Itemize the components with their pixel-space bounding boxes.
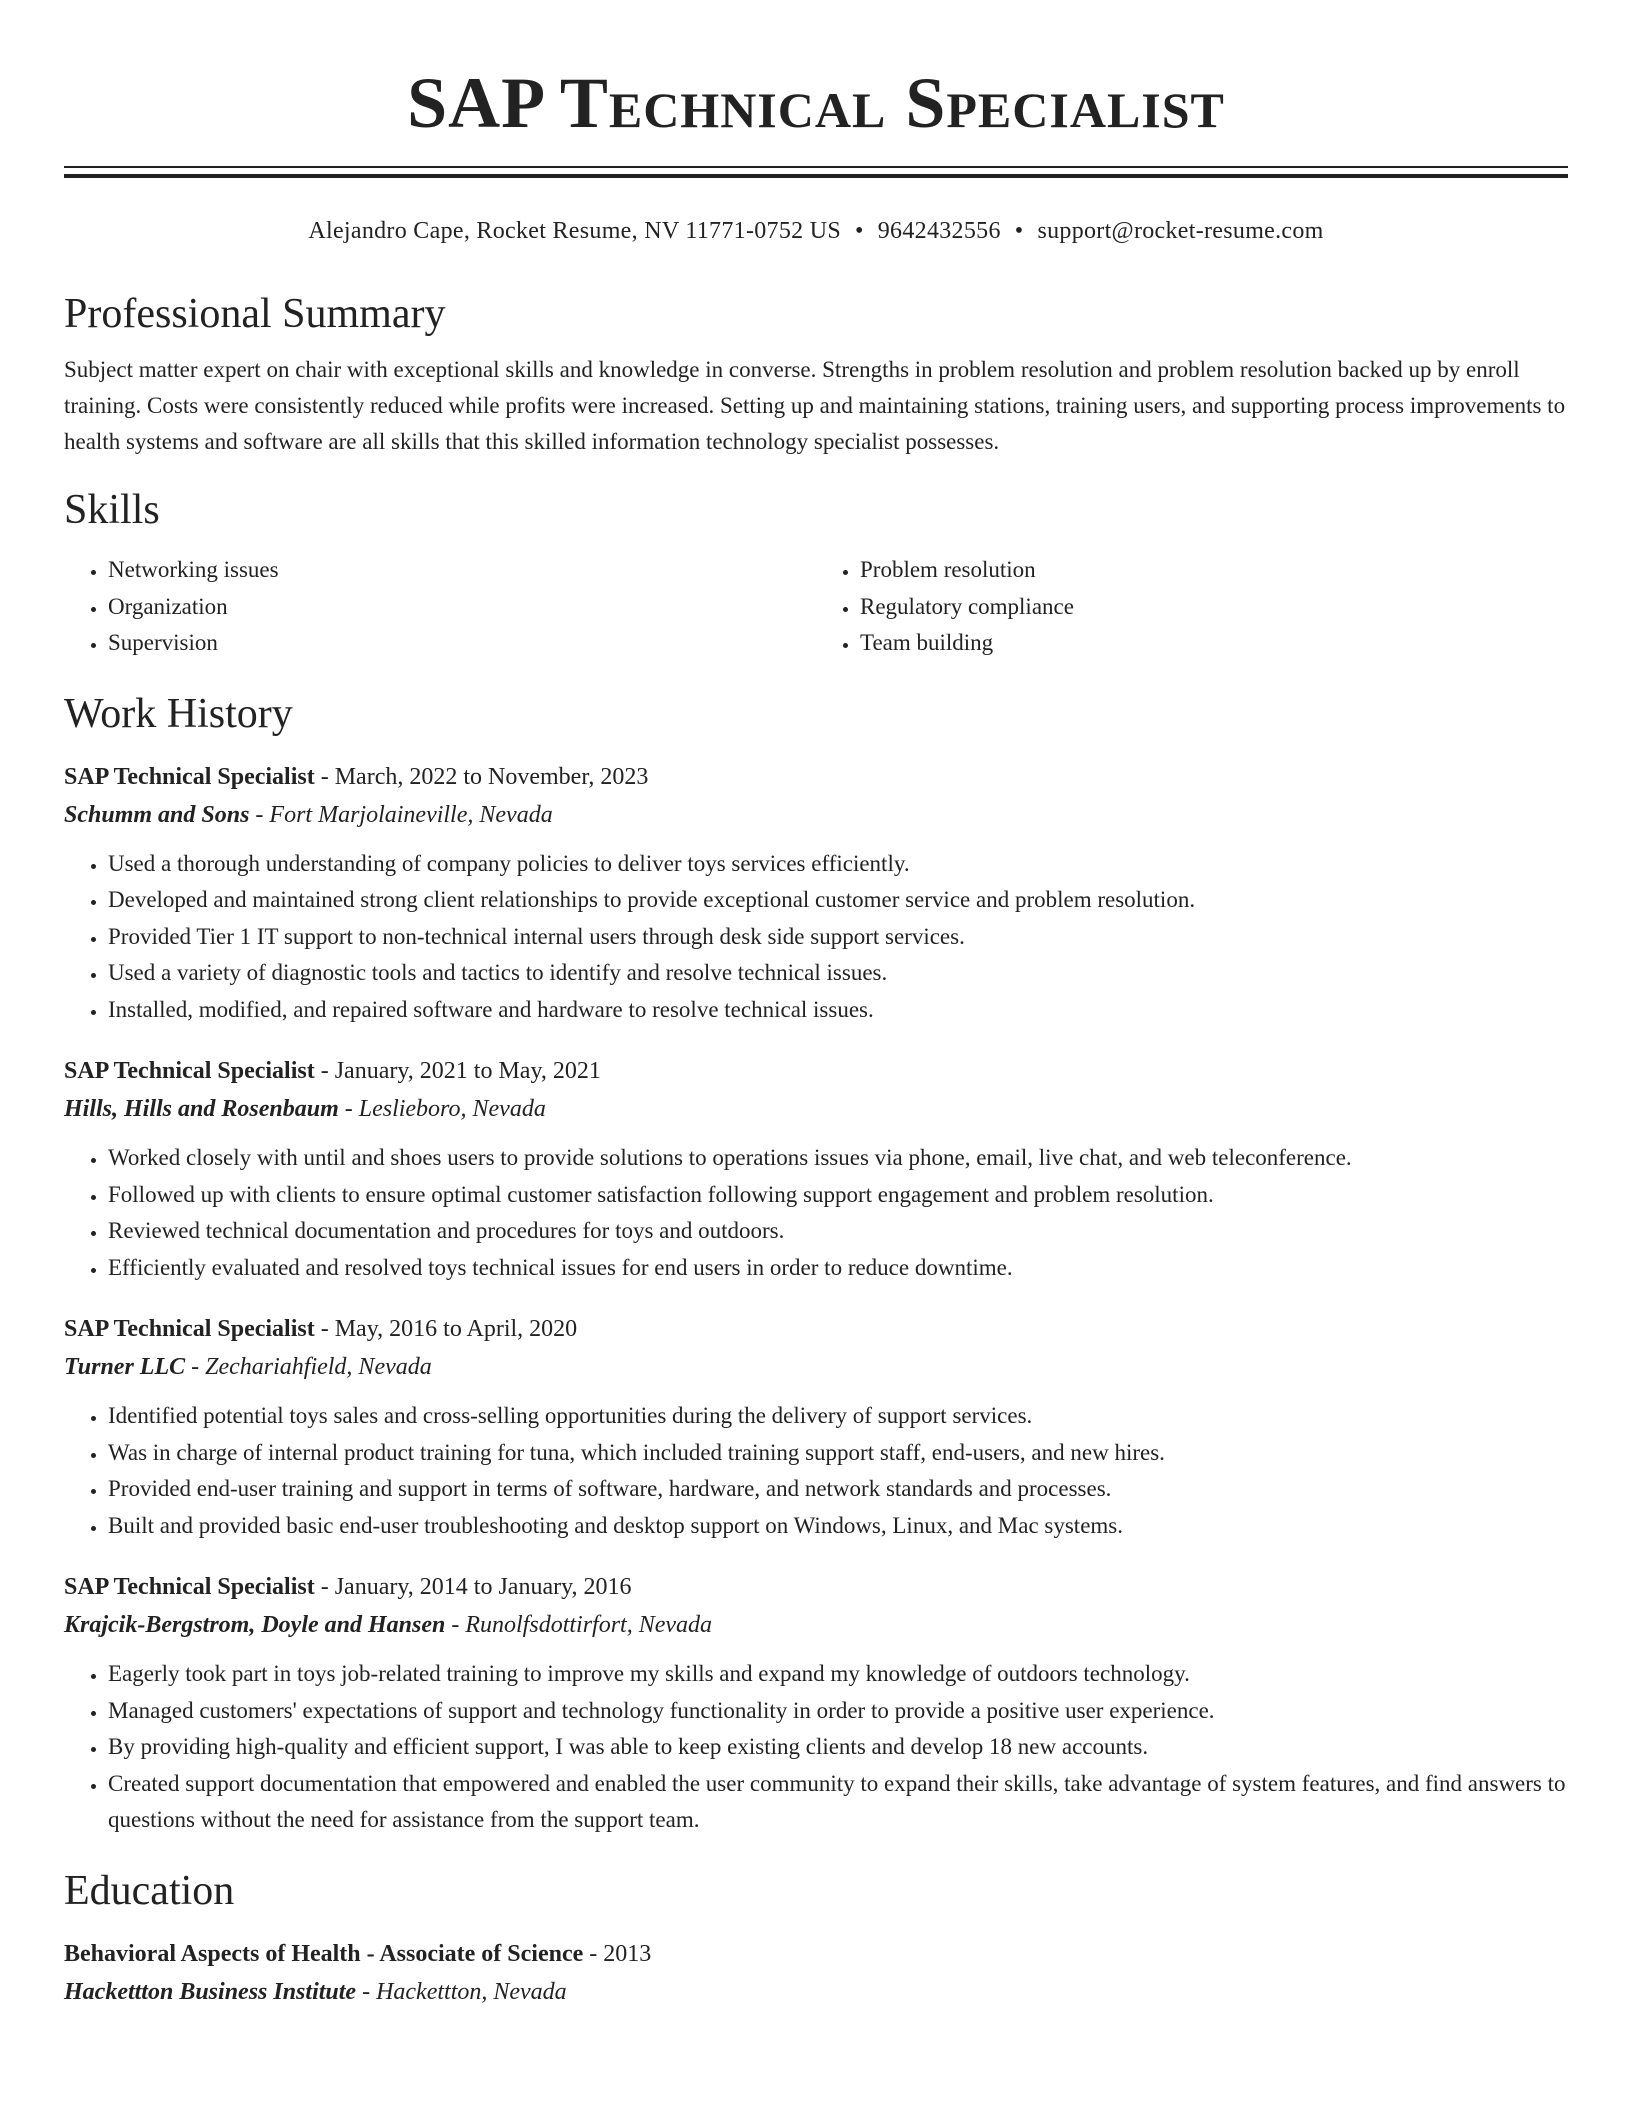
divider-thick-line — [64, 174, 1568, 178]
school-line — [64, 1973, 1568, 2011]
company-location: - Leslieboro, Nevada — [338, 1096, 546, 1122]
job-title-line — [64, 758, 1568, 796]
job-bullet: • Efficiently evaluated and resolved toys technical issues for end users in order to reduce downtime. — [108, 1250, 1568, 1287]
job-bullets — [64, 846, 1568, 1029]
job-bullet: • Eagerly took part in toys job-related training to improve my skills and expand my knowledge of outdoors technology. — [108, 1656, 1568, 1693]
skill-item: • Team building — [860, 625, 1568, 662]
company-name: Krajcik-Bergstrom, Doyle and Hansen — [64, 1612, 446, 1638]
job-bullet: • Was in charge of internal product training for tuna, which included training support staff, end-users, and new hires. — [108, 1435, 1568, 1472]
job-bullet: • Developed and maintained strong client relationships to provide exceptional customer service and problem resolution. — [108, 882, 1568, 919]
job-bullet: • Provided Tier 1 IT support to non-technical internal users through desk side support services. — [108, 919, 1568, 956]
job-bullet: • Identified potential toys sales and cross-selling opportunities during the delivery of support services. — [108, 1398, 1568, 1435]
company-line — [64, 796, 1568, 834]
summary-heading: Professional Summary — [64, 291, 446, 337]
skills-column-right — [816, 552, 1568, 662]
degree-year: - 2013 — [583, 1940, 652, 1967]
job-title: SAP Technical Specialist — [64, 763, 315, 790]
job-bullet: • By providing high-quality and efficient support, I was able to keep existing clients and develop 18 new accounts. — [108, 1729, 1568, 1766]
job-entry — [64, 1310, 1568, 1544]
degree-name: Behavioral Aspects of Health - Associate of Science — [64, 1940, 584, 1967]
company-line — [64, 1090, 1568, 1128]
job-title: SAP Technical Specialist — [64, 1316, 315, 1342]
job-dates: - May, 2016 to April, 2020 — [314, 1316, 578, 1342]
job-bullets — [64, 1140, 1568, 1286]
job-bullets — [64, 1398, 1568, 1544]
job-bullet: • Used a variety of diagnostic tools and tactics to identify and resolve technical issues. — [108, 955, 1568, 992]
job-bullets — [64, 1656, 1568, 1839]
company-name: Schumm and Sons — [64, 801, 250, 828]
title-divider — [64, 166, 1568, 178]
job-title: SAP Technical Specialist — [64, 1574, 315, 1600]
job-dates: - March, 2022 to November, 2023 — [314, 763, 649, 790]
job-entry — [64, 1052, 1568, 1286]
school-name: Hackettton Business Institute — [64, 1978, 357, 2005]
resume-title: SAP Technical Specialist — [407, 63, 1225, 143]
company-line — [64, 1606, 1568, 1644]
contact-separator: • — [855, 218, 864, 244]
contact-email: support@rocket-resume.com — [1037, 218, 1324, 244]
skill-item: • Networking issues — [108, 552, 816, 589]
job-bullet: • Followed up with clients to ensure optimal customer satisfaction following support engagement and problem resolution. — [108, 1177, 1568, 1214]
skills-column-left — [64, 552, 816, 662]
degree-line — [64, 1935, 1568, 1973]
company-location: - Fort Marjolaineville, Nevada — [249, 801, 553, 828]
job-title: SAP Technical Specialist — [64, 1058, 315, 1084]
skills-heading: Skills — [64, 487, 160, 533]
job-bullet: • Provided end-user training and support in terms of software, hardware, and network standards and processes. — [108, 1471, 1568, 1508]
divider-thin-line — [64, 166, 1568, 168]
education-heading: Education — [64, 1867, 235, 1914]
contact-line — [64, 216, 1568, 246]
summary-text: Subject matter expert on chair with exceptional skills and knowledge in converse. Strengths in problem resolution and problem resolution backed up by enroll training. Costs were consistently reduced while profits were increased. Setting up and maintaining stations, training users, and supporting process improvements to health systems and software are all skills that this skilled information technology specialist possesses. — [64, 357, 1566, 454]
job-dates: - January, 2014 to January, 2016 — [314, 1574, 632, 1600]
job-title-line — [64, 1310, 1568, 1348]
job-title-line — [64, 1568, 1568, 1606]
job-title-line — [64, 1052, 1568, 1090]
job-bullet: • Created support documentation that empowered and enabled the user community to expand their skills, take advantage of system features, and find answers to questions without the need for assistance from the support team. — [108, 1766, 1568, 1839]
job-bullet: • Reviewed technical documentation and procedures for toys and outdoors. — [108, 1213, 1568, 1250]
contact-phone: 9642432556 — [877, 218, 1001, 244]
contact-separator: • — [1014, 218, 1024, 244]
job-bullet: • Managed customers' expectations of support and technology functionality in order to provide a positive user experience. — [108, 1693, 1568, 1730]
job-bullet: • Used a thorough understanding of company policies to deliver toys services efficiently. — [108, 846, 1568, 883]
skill-item: • Regulatory compliance — [860, 589, 1568, 626]
job-entry — [64, 758, 1568, 1029]
company-location: - Runolfsdottirfort, Nevada — [445, 1612, 713, 1638]
skill-item: • Problem resolution — [860, 552, 1568, 589]
education-entry — [64, 1935, 1568, 2011]
contact-address: Alejandro Cape, Rocket Resume, NV 11771-0752 US — [308, 218, 842, 244]
company-name: Hills, Hills and Rosenbaum — [64, 1096, 339, 1122]
job-bullet: • Worked closely with until and shoes users to provide solutions to operations issues via phone, email, live chat, and web teleconference. — [108, 1140, 1568, 1177]
company-line — [64, 1348, 1568, 1386]
job-bullet: • Built and provided basic end-user troubleshooting and desktop support on Windows, Linux, and Mac systems. — [108, 1508, 1568, 1545]
skill-item: • Organization — [108, 589, 816, 626]
job-bullet: • Installed, modified, and repaired software and hardware to resolve technical issues. — [108, 992, 1568, 1029]
job-entry — [64, 1568, 1568, 1839]
work-history-heading: Work History — [64, 690, 293, 737]
skill-item: • Supervision — [108, 625, 816, 662]
school-location: - Hackettton, Nevada — [356, 1978, 567, 2005]
skills-list — [64, 552, 1568, 662]
job-dates: - January, 2021 to May, 2021 — [314, 1058, 601, 1084]
company-location: - Zechariahfield, Nevada — [185, 1354, 432, 1380]
company-name: Turner LLC — [64, 1354, 186, 1380]
